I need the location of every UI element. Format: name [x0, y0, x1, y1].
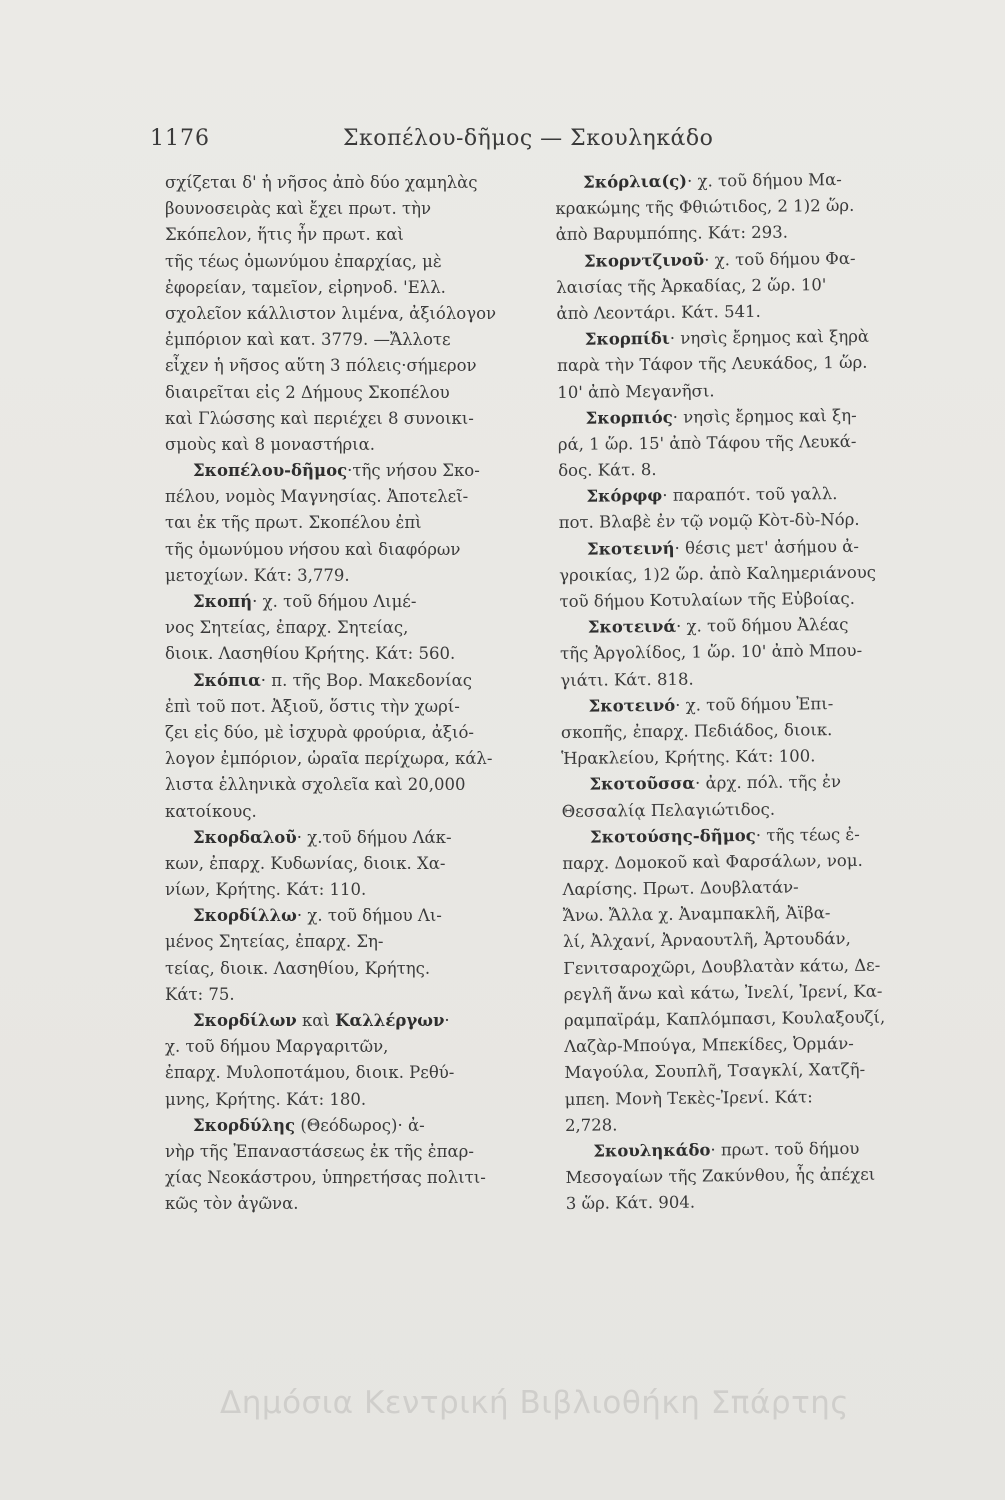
text-line	[563, 952, 943, 982]
entry-headword: Σκορπιός	[585, 407, 673, 428]
text-line	[165, 1191, 520, 1217]
entry-text: ποτ. Βλαβὲ ἐν τῷ νομῷ Κὸτ-δὺ-Νόρ.	[558, 510, 860, 533]
entry-text: τείας, διοικ. Λασηθίου, Κρήτης.	[165, 958, 431, 978]
entry-text: · ἀρχ. πόλ. τῆς ἐν	[694, 772, 842, 793]
entry-text: γιάτι. Κάτ. 818.	[560, 669, 694, 690]
text-line	[560, 637, 940, 667]
entry-text: ·τῆς νήσου Σκο-	[347, 461, 480, 481]
entry-headword: Σκουληκάδο	[593, 1140, 711, 1161]
text-line	[557, 323, 937, 353]
entry-text: ἐφορείαν, ταμεῖον, εἰρηνοδ. 'Ελλ.	[165, 277, 446, 297]
text-line	[561, 768, 941, 798]
entry-text: μπεη. Μονὴ Τεκὲς-Ἰρενί. Κάτ:	[564, 1086, 813, 1109]
text-line	[557, 402, 937, 432]
entry-text: ραμπαϊράμ, Καπλόμπασι, Κουλαξουζί,	[563, 1007, 886, 1030]
entry-text: χίας Νεοκάστρου, ὑπηρετήσας πολιτι-	[165, 1168, 486, 1188]
entry-headword: Σκόρλια(ς)	[583, 171, 688, 192]
entry-text: 2,728.	[564, 1115, 618, 1135]
text-line	[562, 847, 942, 877]
entry-text: · χ. τοῦ δήμου Ἐπι-	[675, 693, 834, 715]
text-line	[165, 275, 520, 301]
text-line	[165, 1008, 520, 1034]
text-line	[165, 1060, 520, 1086]
text-line	[165, 196, 520, 222]
entry-text: βουνοσειρὰς καὶ ἔχει πρωτ. τὴν	[165, 199, 432, 219]
text-line	[165, 458, 520, 484]
text-line	[564, 1004, 944, 1034]
entry-headword: Σκορδύλης	[193, 1115, 296, 1135]
entry-text: τῆς τέως ὁμωνύμου ἐπαρχίας, μὲ	[165, 251, 442, 271]
text-line	[165, 484, 520, 510]
entry-text: ἀπὸ Λεοντάρι. Κάτ. 541.	[556, 301, 761, 323]
entry-text: τῆς ὁμωνύμου νήσου καὶ διαφόρων	[165, 539, 461, 559]
entry-text: λιστα ἑλληνικὰ σχολεῖα καὶ 20,000	[165, 775, 466, 795]
entry-headword: Σκορδαλοῦ	[193, 827, 297, 847]
entry-headword: Σκοτοῦσσα	[589, 773, 696, 794]
entry-headword: Σκοτεινά	[587, 616, 677, 637]
text-line	[165, 1034, 520, 1060]
entry-text: · χ.τοῦ δήμου Λάκ-	[296, 827, 452, 847]
entry-text: · χ. τοῦ δήμου Ἀλέας	[675, 615, 849, 636]
entry-headword: Σκορδίλων	[193, 1011, 297, 1030]
entry-text: ρά, 1 ὥρ. 15' ἀπὸ Τάφου τῆς Λευκά-	[557, 431, 857, 454]
text-line	[165, 563, 520, 589]
text-line	[555, 166, 935, 196]
text-line	[564, 978, 944, 1008]
entry-text: ρεγλῆ ἄνω καὶ κάτω, Ἰνελί, Ἰρενί, Κα-	[563, 981, 883, 1004]
entry-text: ἐπὶ τοῦ ποτ. Ἀξιοῦ, ὅστις τὴν χωρί-	[165, 696, 460, 716]
text-line	[165, 1165, 520, 1191]
entry-text: μετοχίων. Κάτ: 3,779.	[165, 565, 350, 585]
entry-text: καὶ	[296, 1011, 336, 1030]
entry-text: · πρωτ. τοῦ δήμου	[710, 1138, 860, 1160]
entry-text: γροικίας, 1)2 ὥρ. ἀπὸ Καλημεριάνους	[559, 562, 877, 585]
text-line	[165, 1113, 520, 1139]
entry-text: Λαρίσης. Πρωτ. Δουβλατάν-	[562, 877, 799, 900]
entry-text: ·	[444, 1011, 450, 1030]
entry-text: μνης, Κρήτης. Κάτ: 180.	[165, 1089, 367, 1109]
entry-text: μένος Σητείας, ἐπαρχ. Ση-	[165, 932, 384, 952]
entry-text: · π. τῆς Βορ. Μακεδονίας	[260, 670, 473, 690]
entry-text: νίων, Κρήτης. Κάτ: 110.	[165, 880, 367, 900]
text-line	[165, 432, 520, 458]
entry-headword: Σκοτεινό	[588, 695, 676, 716]
page-number: 1176	[150, 126, 210, 151]
running-head: Σκοπέλου-δῆμος — Σκουληκάδο	[343, 126, 714, 151]
entry-text: διαιρεῖται εἰς 2 Δήμους Σκοπέλου	[165, 382, 450, 402]
text-line	[165, 720, 520, 746]
text-line	[165, 589, 520, 615]
entry-text: λί, Ἀλχανί, Ἀρναουτλῆ, Ἀρτουδάν,	[562, 929, 851, 952]
entry-headword: Σκορπίδι	[584, 328, 670, 349]
entry-text: Κάτ: 75.	[165, 984, 235, 1004]
text-line	[165, 851, 520, 877]
text-line	[165, 1087, 520, 1113]
entry-text: · χ. τοῦ δήμου Λιμέ-	[252, 592, 417, 611]
text-line	[165, 799, 520, 825]
entry-text: τοῦ δήμου Κοτυλαίων τῆς Εὐβοίας.	[559, 588, 856, 611]
entry-text: λαισίας τῆς Ἀρκαδίας, 2 ὥρ. 10'	[556, 274, 827, 297]
entry-text: παρχ. Δομοκοῦ καὶ Φαρσάλων, νομ.	[562, 850, 863, 873]
text-line	[165, 170, 520, 196]
entry-headword: Σκορντζινοῦ	[583, 250, 705, 271]
text-line	[565, 1083, 945, 1113]
entry-headword: Σκόρφφ	[586, 486, 663, 506]
text-line	[559, 506, 939, 536]
entry-headword: Σκοτούσης-δῆμος	[589, 825, 756, 847]
entry-headword: Καλλέργων	[335, 1011, 445, 1030]
text-line	[559, 533, 939, 563]
entry-text: ἐμπόριον καὶ κατ. 3779. —Ἄλλοτε	[165, 330, 451, 350]
entry-text: τῆς Ἀργολίδος, 1 ὥρ. 10' ἀπὸ Μπου-	[559, 641, 863, 664]
entry-headword: Σκοπέλου-δῆμος	[193, 461, 348, 481]
entry-text: σκοπῆς, ἐπαρχ. Πεδιάδος, διοικ.	[560, 720, 833, 742]
entry-text: Λαζὰρ-Μπούγα, Μπεκίδες, Ὀρμάν-	[564, 1034, 854, 1057]
text-line	[165, 903, 520, 929]
text-line	[562, 821, 942, 851]
entry-text: Ἡρακλείου, Κρήτης. Κάτ: 100.	[561, 746, 816, 769]
text-line	[560, 611, 940, 641]
entry-text: 10' ἀπὸ Μεγανῆσι.	[557, 380, 715, 402]
entry-text: Μαγούλα, Σουπλῆ, Τσαγκλί, Χατζῆ-	[564, 1060, 866, 1083]
entry-text: εἶχεν ἡ νῆσος αὕτη 3 πόλεις·σήμερον	[165, 356, 477, 376]
text-line	[165, 249, 520, 275]
text-line	[561, 716, 941, 746]
text-line	[555, 192, 935, 222]
text-line	[562, 794, 942, 824]
text-line	[562, 873, 942, 903]
text-line	[165, 746, 520, 772]
entry-text: · παραπότ. τοῦ γαλλ.	[662, 484, 838, 506]
entry-text: · χ. τοῦ δήμου Μα-	[686, 169, 842, 191]
text-line	[165, 694, 520, 720]
text-line	[558, 428, 938, 458]
text-line	[165, 1139, 520, 1165]
entry-text: κῶς τὸν ἀγῶνα.	[165, 1194, 299, 1214]
entry-text: κρακώμης τῆς Φθιώτιδος, 2 1)2 ὥρ.	[555, 196, 855, 219]
entry-headword: Σκόπια	[193, 670, 261, 690]
text-line	[565, 1135, 945, 1165]
text-line	[165, 327, 520, 353]
entry-text: · θέσις μετ' ἀσήμου ἀ-	[674, 536, 859, 558]
text-line	[165, 510, 520, 536]
text-line	[165, 772, 520, 798]
text-line	[165, 877, 520, 903]
entry-text: δος. Κάτ. 8.	[558, 460, 657, 481]
text-line	[563, 925, 943, 955]
text-line	[556, 218, 936, 248]
text-line	[565, 1161, 945, 1191]
entry-headword: Σκορδίλλω	[193, 906, 297, 926]
entry-text: κων, ἐπαρχ. Κυδωνίας, διοικ. Χα-	[165, 853, 446, 873]
text-line	[165, 537, 520, 563]
text-line	[566, 1187, 946, 1217]
text-line	[165, 380, 520, 406]
entry-text: 3 ὥρ. Κάτ. 904.	[565, 1192, 696, 1214]
text-line	[558, 480, 938, 510]
entry-text: Ἄνω. Ἄλλα χ. Ἀναμπακλῆ, Ἀϊβα-	[562, 903, 831, 926]
entry-text: κατοίκους.	[165, 801, 257, 821]
entry-text: ζει εἰς δύο, μὲ ἰσχυρὰ φρούρια, ἀξιό-	[165, 722, 474, 742]
text-line	[556, 297, 936, 327]
entry-text: διοικ. Λασηθίου Κρήτης. Κάτ: 560.	[165, 644, 456, 664]
text-line	[560, 664, 940, 694]
entry-text: ἀπὸ Βαρυμπόπης. Κάτ: 293.	[555, 222, 789, 245]
text-line	[165, 406, 520, 432]
entry-text: παρὰ τὴν Τάφον τῆς Λευκάδος, 1 ὥρ.	[556, 353, 868, 376]
entry-text: σχίζεται δ' ἡ νῆσος ἀπὸ δύο χαμηλὰς	[165, 173, 478, 192]
entry-text: νος Σητείας, ἐπαρχ. Σητείας,	[165, 618, 409, 638]
entry-text: ἐπαρχ. Μυλοποτάμου, διοικ. Ρεθύ-	[165, 1063, 455, 1083]
text-line	[563, 899, 943, 929]
text-line	[556, 245, 936, 275]
text-line	[559, 559, 939, 589]
entry-text: λογον ἐμπόριον, ὡραῖα περίχωρα, κάλ-	[165, 749, 493, 769]
text-line	[560, 690, 940, 720]
text-line	[165, 982, 520, 1008]
text-line	[165, 668, 520, 694]
left-column	[165, 170, 520, 1218]
entry-text: (Θεόδωρος)· ἀ-	[295, 1115, 425, 1135]
entry-text: · χ. τοῦ δήμου Φα-	[704, 248, 856, 270]
entry-headword: Σκοπή	[193, 592, 253, 611]
entry-text: σχολεῖον κάλλιστον λιμένα, ἀξιόλογον	[165, 303, 497, 323]
text-line	[165, 641, 520, 667]
entry-text: ται ἐκ τῆς πρωτ. Σκοπέλου ἐπὶ	[165, 513, 422, 533]
text-line	[557, 376, 937, 406]
entry-text: Μεσογαίων τῆς Ζακύνθου, ἧς ἀπέχει	[565, 1164, 876, 1188]
entry-text: σμοὺς καὶ 8 μοναστήρια.	[165, 434, 376, 454]
text-line	[165, 956, 520, 982]
text-line	[564, 1030, 944, 1060]
text-line	[165, 301, 520, 327]
right-column	[555, 166, 946, 1217]
text-line	[165, 353, 520, 379]
entry-text: Γενιτσαροχῶρι, Δουβλατὰν κάτω, Δε-	[563, 955, 881, 978]
text-line	[165, 929, 520, 955]
entry-text: καὶ Γλώσσης καὶ περιέχει 8 συνοικι-	[165, 408, 474, 428]
library-watermark: Δημόσια Κεντρική Βιβλιοθήκη Σπάρτης	[220, 1385, 850, 1421]
entry-text: Θεσσαλίᾳ Πελαγιώτιδος.	[561, 799, 776, 821]
entry-text: Σκόπελον, ἥτις ἦν πρωτ. καὶ	[165, 225, 404, 245]
text-line	[165, 825, 520, 851]
text-line	[559, 585, 939, 615]
entry-text: · νησὶς ἔρημος καὶ ξη-	[672, 405, 857, 427]
text-line	[165, 615, 520, 641]
entry-text: · τῆς τέως ἐ-	[755, 824, 860, 845]
text-line	[556, 271, 936, 301]
page-header	[150, 126, 850, 160]
entry-text: πέλου, νομὸς Μαγνησίας. Ἀποτελεῖ-	[165, 487, 469, 507]
text-line	[557, 349, 937, 379]
entry-text: · νησὶς ἔρημος καὶ ξηρὰ	[669, 326, 870, 348]
text-line	[558, 454, 938, 484]
text-line	[564, 1056, 944, 1086]
text-line	[561, 742, 941, 772]
text-line	[565, 1109, 945, 1139]
entry-headword: Σκοτεινή	[586, 538, 675, 559]
entry-text: χ. τοῦ δήμου Μαργαριτῶν,	[165, 1037, 389, 1057]
entry-text: · χ. τοῦ δήμου Λι-	[296, 906, 442, 926]
text-line	[165, 222, 520, 248]
entry-text: νὴρ τῆς Ἐπαναστάσεως ἐκ τῆς ἐπαρ-	[165, 1141, 474, 1161]
